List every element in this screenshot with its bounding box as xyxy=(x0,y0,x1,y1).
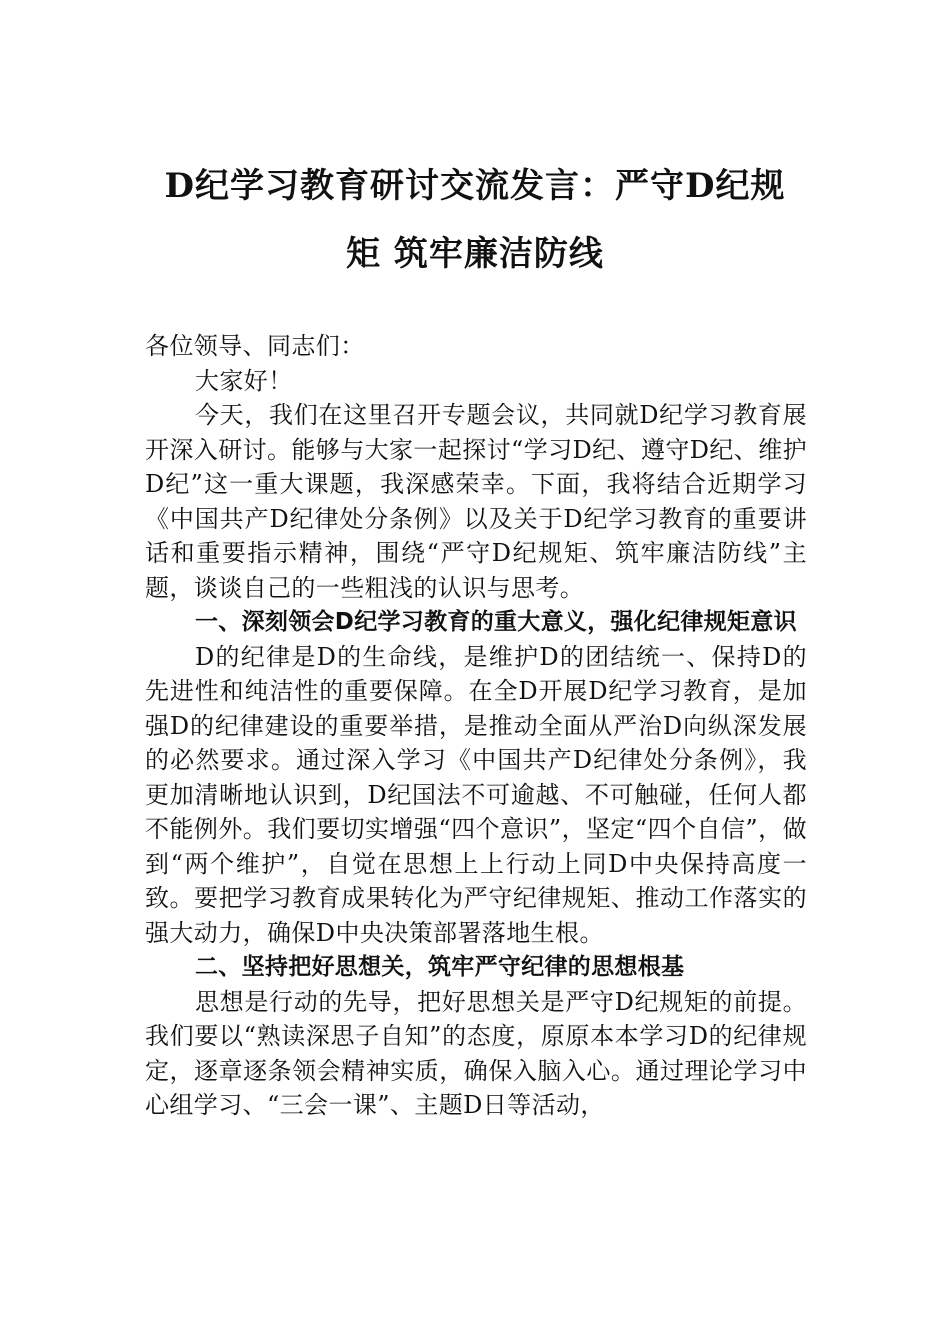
document-title-line-1: D纪学习教育研讨交流发言：严守D纪规 xyxy=(164,166,786,206)
greeting: 大家好！ xyxy=(195,366,293,395)
document-title-line-2: 矩 筑牢廉洁防线 xyxy=(346,234,604,274)
section-2-paragraph: 思想是行动的先导，把好思想关是严守D纪规矩的前提。我们要以“熟读深思子自知”的态度，原原本本学习D的纪律规定，逐章逐条领会精神实质，确保入脑入心。通过理论学习中心组学习、“三会一课”、主题D日等活动， xyxy=(145,987,807,1119)
section-1-heading: 一、深刻领会D纪学习教育的重大意义，强化纪律规矩意识 xyxy=(195,609,797,635)
intro-paragraph: 今天，我们在这里召开专题会议，共同就D纪学习教育展开深入研讨。能够与大家一起探讨“学习D纪、遵守D纪、维护D纪”这一重大课题，我深感荣幸。下面，我将结合近期学习《中国共产D纪律处分条例》以及关于D纪学习教育的重要讲话和重要指示精神，围绕“严守D纪规矩、筑牢廉洁防线”主题，谈谈自己的一些粗浅的认识与思考。 xyxy=(145,401,807,602)
salutation: 各位领导、同志们： xyxy=(145,332,365,360)
section-1-paragraph: D的纪律是D的生命线，是维护D的团结统一、保持D的先进性和纯洁性的重要保障。在全D开展D纪学习教育，是加强D的纪律建设的重要举措，是推动全面从严治D向纵深发展的必然要求。通过深入学习《中国共产D纪律处分条例》，我更加清晰地认识到，D纪国法不可逾越、不可触碰，任何人都不能例外。我们要切实增强“四个意识”，坚定“四个自信”，做到“两个维护”，自觉在思想上上行动上同D中央保持高度一致。要把学习教育成果转化为严守纪律规矩、推动工作落实的强大动力，确保D中央决策部署落地生根。 xyxy=(145,642,807,947)
section-2-heading: 二、坚持把好思想关，筑牢严守纪律的思想根基 xyxy=(195,954,685,980)
document-body xyxy=(145,329,807,1123)
